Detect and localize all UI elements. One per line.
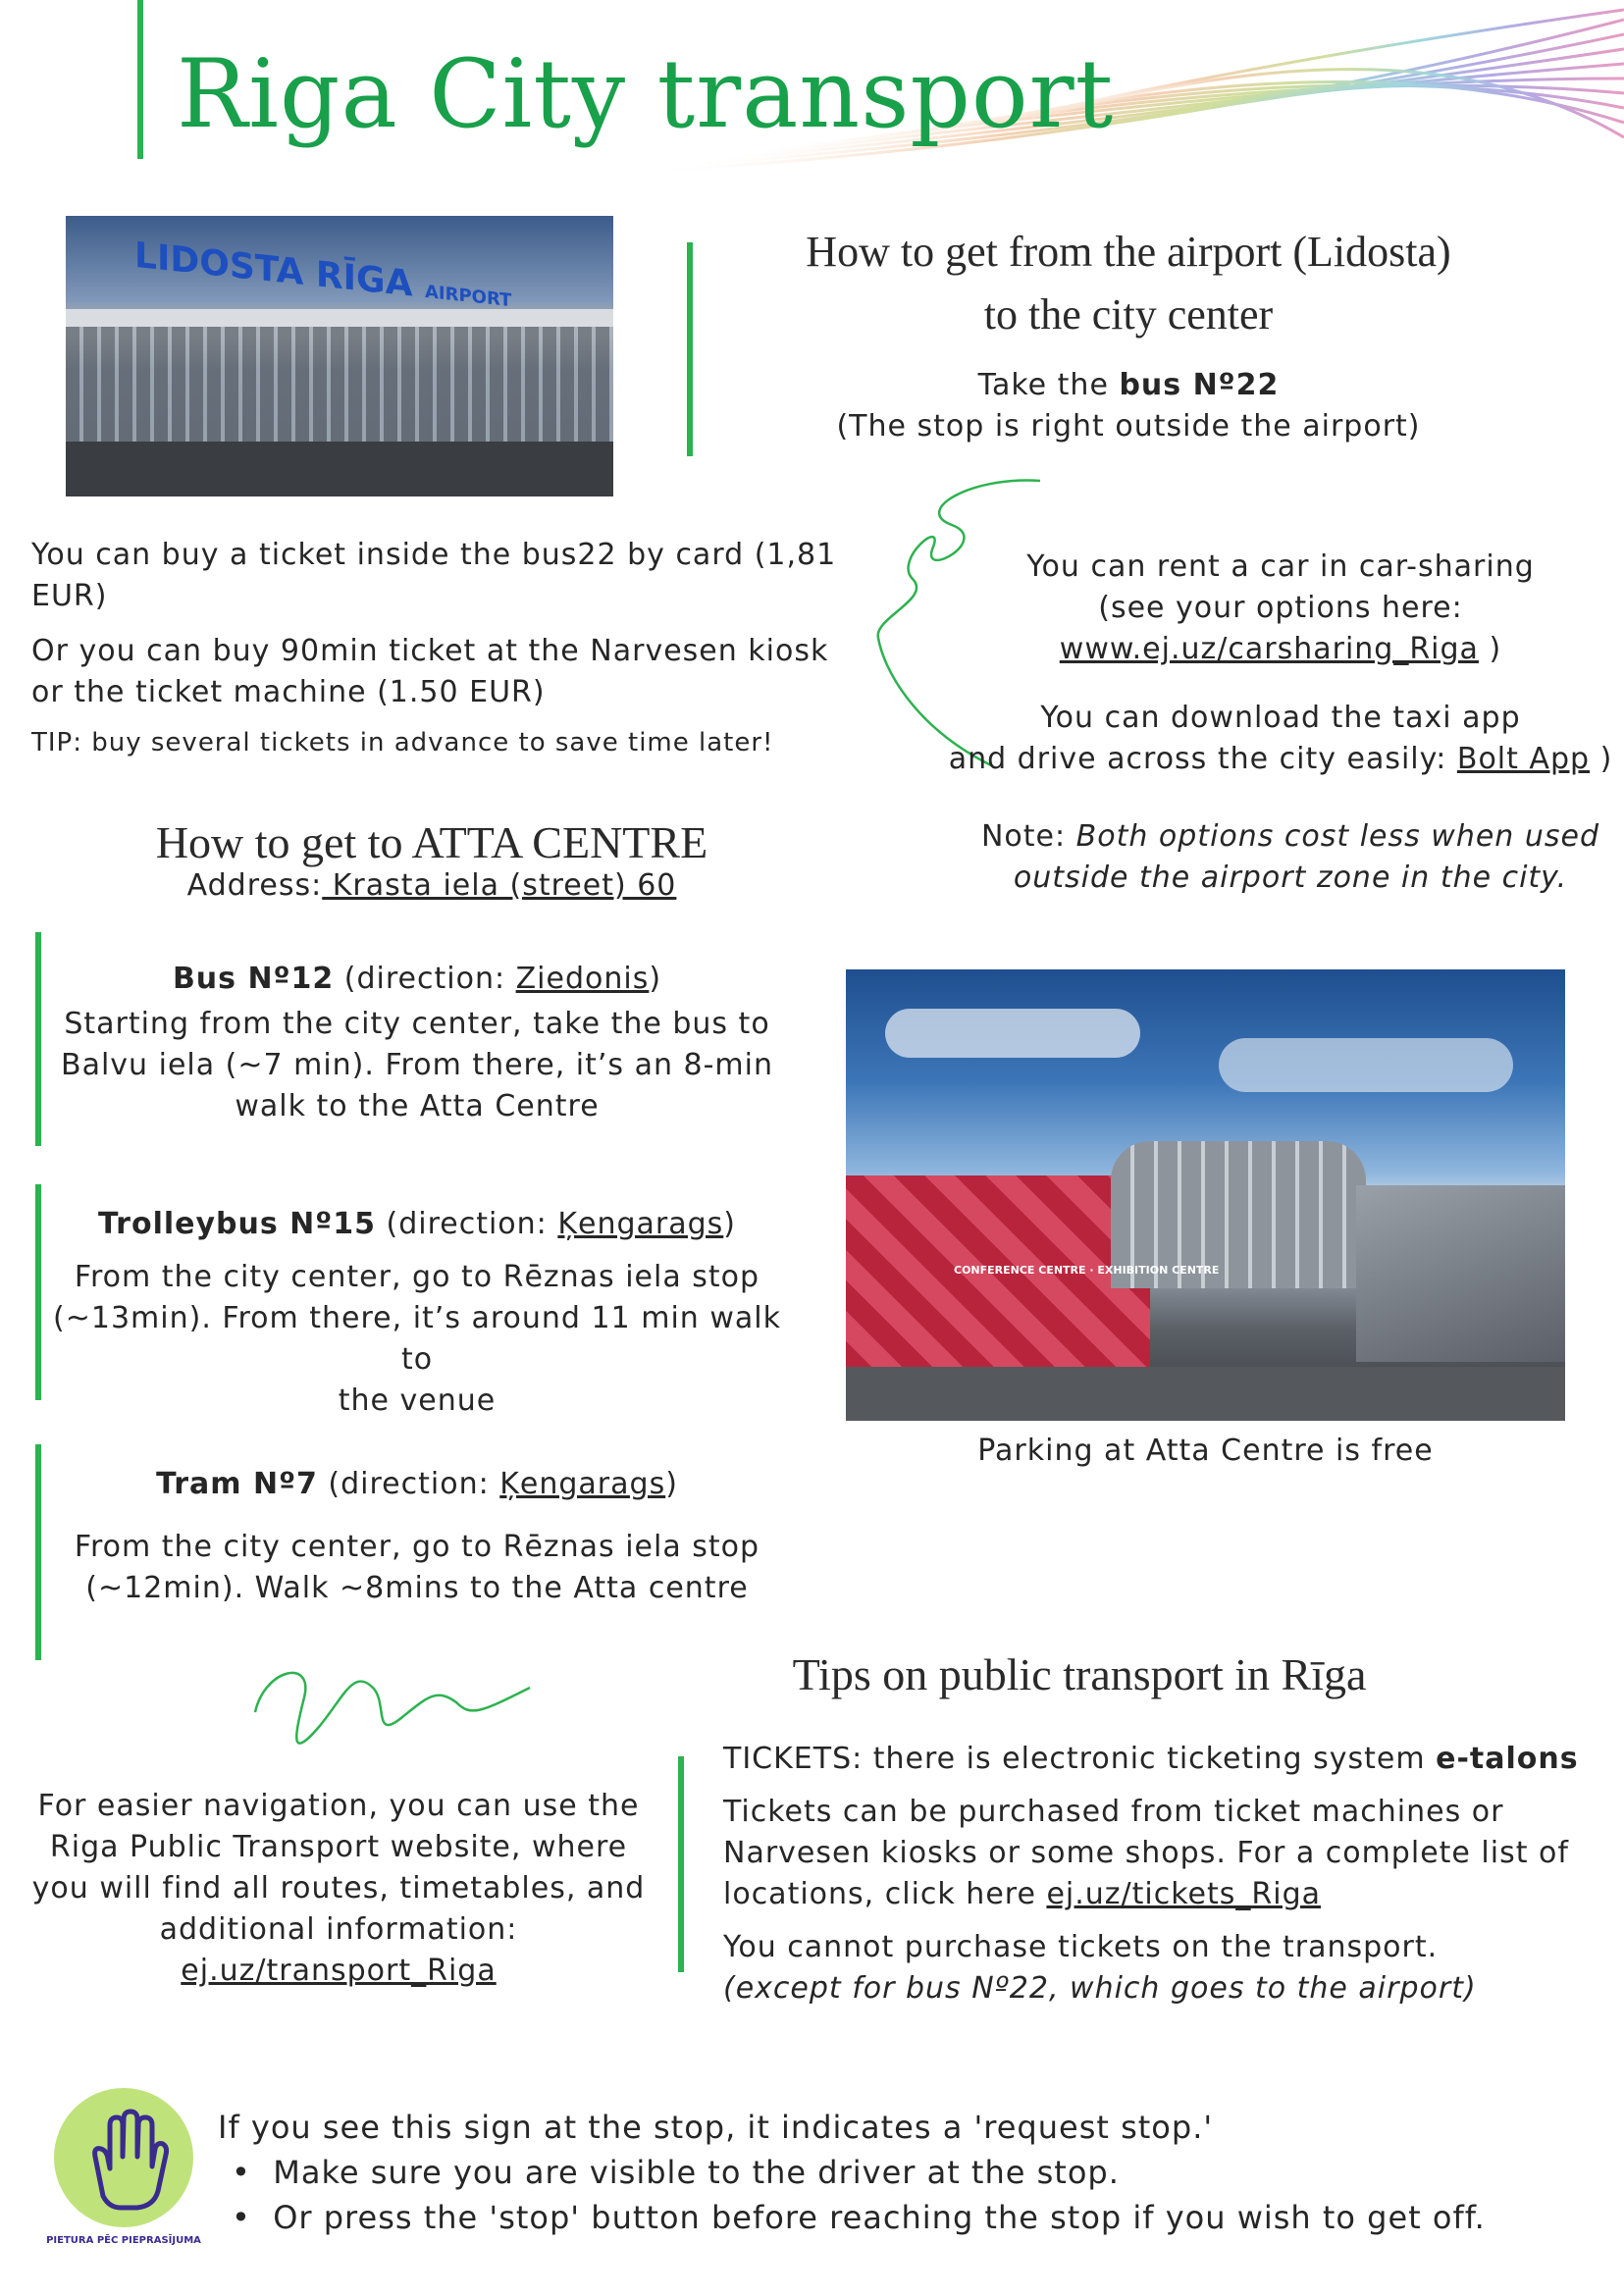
tips-accent-bar [678,1756,684,1972]
atta-address [39,865,824,907]
address-link[interactable]: Krasta iela (street) 60 [322,868,677,903]
tips-block [723,1739,1616,2009]
route-trolleybus15-line1: From the city center, go to Rēznas iela stop [74,1260,760,1294]
taxi-close: ) [1590,742,1613,776]
airport-sign-small: AIRPORT [424,281,512,312]
route-bus12-dir-close: ) [649,962,662,996]
route-tram7 [44,1464,790,1609]
navigation-line2: Riga Public Transport website, where [49,1830,628,1864]
atta-photo-sign: CONFERENCE CENTRE · EXHIBITION CENTRE [954,1264,1220,1277]
airport-accent-bar [687,242,693,456]
route-bus12-bar [35,932,41,1146]
alternatives-block [937,547,1624,780]
tips-heading: Tips on public transport in Rīga [792,1649,1367,1699]
bolt-app-link[interactable]: Bolt App [1456,742,1591,776]
route-bus12-line3: walk to the Atta Centre [235,1089,600,1123]
bus-22-label: bus Nº22 [1119,368,1280,402]
note-text-2: outside the airport zone in the city. [1013,861,1568,895]
airport-tickets-block [31,535,915,760]
green-wave-decoration [245,1658,540,1766]
request-stop-caption: PIETURA PĒC PIEPRASĪJUMA [46,2235,201,2246]
route-trolleybus15-bar [35,1184,41,1400]
address-label: Address: [186,868,323,903]
route-trolleybus15-direction-link[interactable]: Ķengarags [557,1207,724,1241]
stop-note: (The stop is right outside the airport) [836,409,1421,444]
airport-heading-line2: to the city center [983,290,1274,339]
route-tram7-label: Tram Nº7 [156,1467,318,1501]
route-trolleybus15-line2: (~13min). From there, it’s around 11 min walk to [53,1301,781,1377]
route-tram7-dir-close: ) [665,1467,678,1501]
route-bus12-direction-link[interactable]: Ziedonis [515,962,650,996]
e-talons-label: e-talons [1436,1742,1579,1776]
tips-line3: Narvesen kiosks or some shops. For a complete list of [723,1836,1569,1870]
airport-sign-main: LIDOSTA RĪGA [134,235,413,305]
tips-line1: TICKETS: there is electronic ticketing system [723,1742,1437,1776]
tips-line4: locations, click here [723,1877,1047,1911]
airport-heading-line1: How to get from the airport (Lidosta) [806,228,1451,276]
title-accent-bar [137,0,143,159]
navigation-line3: you will find all routes, timetables, and [31,1871,646,1905]
tips-line5: You cannot purchase tickets on the transport. [723,1930,1439,1964]
raised-hand-icon [54,2088,193,2227]
airport-bus-info [707,365,1550,447]
atta-centre-photo [846,969,1565,1421]
ticket-line-3: or the ticket machine (1.50 EUR) [31,675,546,709]
route-tram7-dir-prefix: (direction: [317,1467,500,1501]
route-bus12-label: Bus Nº12 [172,962,335,996]
request-stop-bullet: • Or press the 'stop' button before reaching the stop if you wish to get off. [232,2199,1486,2236]
request-stop-bullet-2: Or press the 'stop' button before reaching the stop if you wish to get off. [273,2199,1486,2236]
route-trolleybus15-dir-close: ) [723,1207,736,1241]
airport-photo [66,216,613,496]
route-tram7-bar [35,1444,41,1660]
route-tram7-line2: (~12min). Walk ~8mins to the Atta centre [85,1571,749,1605]
note-prefix: Note: [980,819,1076,854]
navigation-line4: additional information: [159,1912,518,1947]
request-stop-block [218,2105,1611,2240]
ticket-line-1: You can buy a ticket inside the bus22 by card (1,81 EUR) [31,538,837,613]
route-bus12 [44,959,790,1127]
request-stop-intro: If you see this sign at the stop, it indicates a 'request stop.' [218,2109,1214,2146]
route-bus12-line2: Balvu iela (~7 min). From there, it’s an 8-min [61,1048,773,1082]
route-bus12-dir-prefix: (direction: [334,962,516,996]
atta-heading: How to get to ATTA CENTRE [155,817,708,867]
route-trolleybus15 [44,1204,790,1422]
route-trolleybus15-label: Trolleybus Nº15 [98,1207,376,1241]
route-bus12-line1: Starting from the city center, take the bus to [64,1007,770,1041]
car-line-2: (see your options here: [1098,591,1463,625]
carsharing-link[interactable]: www.ej.uz/carsharing_Riga [1059,632,1479,666]
parking-caption: Parking at Atta Centre is free [977,1434,1434,1468]
navigation-line1: For easier navigation, you can use the [37,1789,640,1823]
ticket-tip: TIP: buy several tickets in advance to save time later! [31,728,774,757]
navigation-block [20,1786,657,1992]
route-tram7-direction-link[interactable]: Ķengarags [499,1467,666,1501]
transport-riga-link[interactable]: ej.uz/transport_Riga [181,1954,497,1988]
airport-heading [707,221,1550,346]
taxi-line-1: You can download the taxi app [1040,701,1521,735]
request-stop-bullet-1: Make sure you are visible to the driver at the stop. [273,2154,1120,2191]
price-note [957,816,1624,899]
take-the-text: Take the [977,368,1120,402]
route-trolleybus15-dir-prefix: (direction: [375,1207,558,1241]
car-close: ) [1478,632,1502,666]
route-tram7-line1: From the city center, go to Rēznas iela stop [74,1530,760,1564]
tips-line2: Tickets can be purchased from ticket machines or [723,1795,1504,1829]
page-title: Riga City transport [177,39,1115,149]
tickets-riga-link[interactable]: ej.uz/tickets_Riga [1046,1877,1322,1911]
ticket-line-2: Or you can buy 90min ticket at the Narvesen kiosk [31,634,829,668]
car-line-1: You can rent a car in car-sharing [1026,549,1535,584]
taxi-line-2: and drive across the city easily: [948,742,1457,776]
route-trolleybus15-line3: the venue [338,1383,497,1418]
request-stop-badge [54,2088,193,2227]
tips-line6: (except for bus Nº22, which goes to the airport) [723,1971,1477,2006]
request-stop-bullet: • Make sure you are visible to the driver at the stop. [232,2154,1120,2191]
note-text-1: Both options cost less when used [1075,819,1599,854]
